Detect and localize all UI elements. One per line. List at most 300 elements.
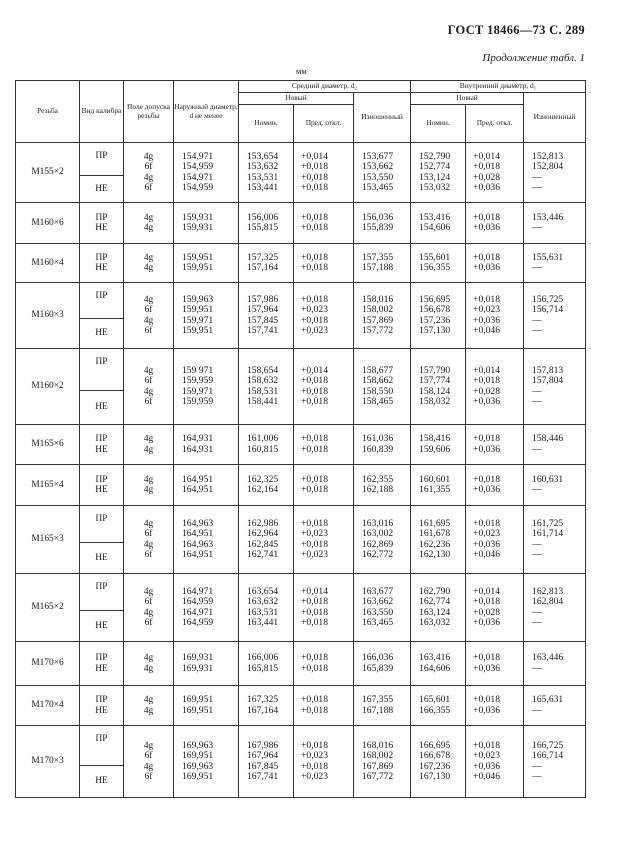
inner-worn-value: — bbox=[532, 616, 542, 628]
mid-worn-value-cell bbox=[354, 349, 411, 425]
outer-diameter-value-cell bbox=[174, 574, 239, 642]
inner-deviation-value: +0,046 bbox=[473, 770, 501, 782]
outer-diameter-value: 154,959 bbox=[182, 181, 214, 193]
mid-worn-value: 158,465 bbox=[362, 395, 394, 407]
inner-worn-value-cell bbox=[524, 244, 586, 283]
mid-deviation-value: +0,018 bbox=[301, 385, 328, 397]
thread-designation: M160×3 bbox=[16, 283, 80, 349]
tolerance-value: 4g bbox=[143, 386, 154, 397]
outer-diameter-value-cell bbox=[174, 686, 239, 726]
mid-nominal-value: 162,325 bbox=[247, 473, 279, 485]
inner-nominal-value: 166,355 bbox=[419, 704, 451, 716]
inner-worn-value-cell bbox=[524, 506, 586, 574]
inner-nominal-value-cell bbox=[411, 642, 466, 686]
inner-worn-value: 161,714 bbox=[532, 528, 564, 540]
tolerance-value: 6f bbox=[144, 617, 153, 628]
mid-worn-value: 162,355 bbox=[362, 473, 394, 485]
mid-nominal-value: 163,441 bbox=[247, 616, 279, 628]
inner-worn-value: — bbox=[532, 314, 542, 326]
inner-worn-header: Изношенный bbox=[524, 93, 586, 143]
outer-diameter-value: 159,963 bbox=[182, 294, 214, 306]
mid-deviation-value: +0,023 bbox=[301, 304, 328, 316]
tolerance-value: 4g bbox=[143, 263, 154, 273]
mid-deviation-value: +0,018 bbox=[301, 606, 328, 618]
tolerance-value: 6f bbox=[144, 305, 153, 316]
mid-deviation-header: Пред. откл. bbox=[294, 105, 354, 143]
mid-deviation-value: +0,018 bbox=[301, 694, 328, 706]
inner-nominal-value-cell bbox=[411, 283, 466, 349]
mid-deviation-value: +0,014 bbox=[301, 365, 328, 377]
inner-deviation-value: +0,036 bbox=[473, 314, 501, 326]
inner-nominal-value: 157,774 bbox=[419, 375, 451, 387]
outer-diameter-value: 169,963 bbox=[182, 740, 214, 752]
tolerance-value-cell bbox=[124, 574, 174, 642]
inner-nominal-value: 162,130 bbox=[419, 548, 451, 560]
tolerance-value: 6f bbox=[144, 771, 153, 782]
inner-worn-value-cell bbox=[524, 203, 586, 244]
inner-nominal-value: 161,695 bbox=[419, 518, 451, 530]
inner-nominal-value: 160,601 bbox=[419, 473, 451, 485]
mid-deviation-value: +0,018 bbox=[301, 596, 328, 608]
inner-nominal-value: 157,236 bbox=[419, 314, 451, 326]
outer-diameter-value: 159,971 bbox=[182, 314, 214, 326]
table-header bbox=[16, 81, 586, 143]
tolerance-value: 4g bbox=[143, 607, 154, 618]
mid-worn-value: 166,036 bbox=[362, 652, 394, 664]
inner-deviation-value: +0,036 bbox=[473, 443, 501, 455]
gauge-type-nogo: НЕ bbox=[80, 319, 124, 349]
inner-nominal-value: 153,416 bbox=[419, 211, 451, 223]
outer-diameter-value: 169,951 bbox=[182, 694, 214, 706]
inner-deviation-value: +0,028 bbox=[473, 606, 501, 618]
inner-nominal-value-cell bbox=[411, 726, 466, 798]
inner-worn-value: — bbox=[532, 181, 542, 193]
gauge-type-nogo: НЕ bbox=[80, 611, 124, 642]
inner-nominal-value: 158,032 bbox=[419, 395, 451, 407]
inner-nominal-value: 157,130 bbox=[419, 324, 451, 336]
gauge-type: ПР bbox=[95, 695, 108, 706]
mid-deviation-value: +0,023 bbox=[301, 324, 328, 336]
mid-deviation-value: +0,018 bbox=[301, 652, 328, 664]
inner-nominal-value: 152,774 bbox=[419, 161, 451, 173]
mid-nominal-value-cell bbox=[239, 574, 294, 642]
inner-worn-value: 160,631 bbox=[532, 473, 564, 485]
mid-deviation-value: +0,018 bbox=[301, 222, 328, 233]
table-row bbox=[16, 506, 586, 543]
inner-worn-value: 162,813 bbox=[532, 586, 564, 598]
inner-deviation-value: +0,018 bbox=[473, 211, 501, 223]
inner-worn-value-cell bbox=[524, 349, 586, 425]
mid-worn-value: 168,016 bbox=[362, 740, 394, 752]
mid-deviation-value-cell bbox=[294, 244, 354, 283]
mid-deviation-value: +0,014 bbox=[301, 586, 328, 598]
thread-gauge-table bbox=[15, 80, 586, 798]
mid-worn-value-cell bbox=[354, 726, 411, 798]
gauge-type: ПР bbox=[95, 252, 108, 263]
col-mid-diameter: Средний диаметр, d₂ bbox=[239, 81, 411, 93]
outer-diameter-value: 164,971 bbox=[182, 606, 214, 618]
mid-worn-value: 163,677 bbox=[362, 586, 394, 598]
outer-diameter-value: 164,959 bbox=[182, 616, 214, 628]
col-gauge-type: Вид калибра bbox=[80, 81, 124, 143]
mid-worn-value: 163,550 bbox=[362, 606, 394, 618]
thread-designation: M165×6 bbox=[16, 425, 80, 465]
table-row bbox=[16, 686, 586, 726]
gauge-type-cell bbox=[80, 203, 124, 244]
inner-deviation-value: +0,014 bbox=[473, 365, 501, 377]
tolerance-value: 4g bbox=[143, 485, 154, 495]
inner-new-header: Новый bbox=[411, 93, 524, 105]
inner-nominal-value: 156,695 bbox=[419, 294, 451, 306]
outer-diameter-value-cell bbox=[174, 143, 239, 203]
thread-designation: M160×2 bbox=[16, 349, 80, 425]
tolerance-value-cell bbox=[124, 244, 174, 283]
outer-diameter-value-cell bbox=[174, 425, 239, 465]
table-row bbox=[16, 574, 586, 611]
outer-diameter-value: 154,971 bbox=[182, 171, 214, 183]
tolerance-value-cell bbox=[124, 283, 174, 349]
mid-worn-value: 163,662 bbox=[362, 596, 394, 608]
col-thread: Резьба bbox=[16, 81, 80, 143]
mid-deviation-value: +0,023 bbox=[301, 770, 328, 782]
mid-deviation-value: +0,018 bbox=[301, 760, 328, 772]
inner-nominal-value-cell bbox=[411, 686, 466, 726]
mid-worn-value: 157,355 bbox=[362, 251, 394, 263]
inner-deviation-value: +0,018 bbox=[473, 596, 501, 608]
outer-diameter-value: 169,931 bbox=[182, 652, 214, 664]
mid-deviation-value: +0,023 bbox=[301, 528, 328, 540]
inner-nominal-value: 154,606 bbox=[419, 222, 451, 233]
inner-worn-value: 166,725 bbox=[532, 740, 564, 752]
mid-deviation-value: +0,018 bbox=[301, 375, 328, 387]
mid-nominal-value: 167,164 bbox=[247, 704, 279, 716]
mid-nominal-value-cell bbox=[239, 686, 294, 726]
inner-worn-value-cell bbox=[524, 686, 586, 726]
thread-designation: M170×3 bbox=[16, 726, 80, 798]
mid-worn-value: 167,869 bbox=[362, 760, 394, 772]
mid-nominal-value: 157,741 bbox=[247, 324, 279, 336]
inner-worn-value: 156,725 bbox=[532, 294, 564, 306]
gauge-type: ПР bbox=[95, 653, 108, 664]
outer-diameter-value: 169,951 bbox=[182, 770, 214, 782]
gauge-type-cell bbox=[80, 686, 124, 726]
mid-worn-value: 155,839 bbox=[362, 222, 394, 233]
inner-deviation-value: +0,018 bbox=[473, 375, 501, 387]
gauge-type-go: ПР bbox=[80, 726, 124, 766]
table-row bbox=[16, 203, 586, 244]
tolerance-value: 6f bbox=[144, 751, 153, 762]
outer-diameter-value: 159,951 bbox=[182, 251, 214, 263]
mid-worn-value: 162,188 bbox=[362, 484, 394, 495]
inner-deviation-value: +0,018 bbox=[473, 652, 501, 664]
mid-nominal-value: 157,164 bbox=[247, 262, 279, 273]
mid-deviation-value: +0,018 bbox=[301, 161, 328, 173]
inner-deviation-value: +0,046 bbox=[473, 548, 501, 560]
inner-worn-value-cell bbox=[524, 143, 586, 203]
mid-worn-value-cell bbox=[354, 574, 411, 642]
inner-deviation-value: +0,018 bbox=[473, 294, 501, 306]
outer-diameter-value: 164,951 bbox=[182, 528, 214, 540]
inner-deviation-value: +0,036 bbox=[473, 662, 501, 674]
mid-worn-value: 158,662 bbox=[362, 375, 394, 387]
inner-nominal-value-cell bbox=[411, 143, 466, 203]
inner-deviation-value: +0,028 bbox=[473, 171, 501, 183]
thread-designation: M155×2 bbox=[16, 143, 80, 203]
outer-diameter-value: 164,951 bbox=[182, 484, 214, 495]
inner-deviation-value: +0,018 bbox=[473, 740, 501, 752]
outer-diameter-value: 159,951 bbox=[182, 304, 214, 316]
gauge-type-nogo: НЕ bbox=[80, 766, 124, 798]
inner-nominal-value-cell bbox=[411, 506, 466, 574]
mid-nominal-value: 156,006 bbox=[247, 211, 279, 223]
inner-worn-value: 162,804 bbox=[532, 596, 564, 608]
mid-worn-value: 160,839 bbox=[362, 443, 394, 455]
inner-worn-value: — bbox=[532, 770, 542, 782]
outer-diameter-value: 164,951 bbox=[182, 473, 214, 485]
tolerance-value: 4g bbox=[143, 705, 154, 716]
inner-deviation-value: +0,018 bbox=[473, 518, 501, 530]
tolerance-value: 4g bbox=[143, 223, 154, 233]
table-row bbox=[16, 349, 586, 391]
mid-worn-value: 162,869 bbox=[362, 538, 394, 550]
mid-worn-value-cell bbox=[354, 642, 411, 686]
inner-nominal-value-cell bbox=[411, 574, 466, 642]
inner-worn-value-cell bbox=[524, 465, 586, 506]
thread-designation: M165×3 bbox=[16, 506, 80, 574]
inner-deviation-value: +0,023 bbox=[473, 304, 501, 316]
inner-worn-value-cell bbox=[524, 642, 586, 686]
mid-worn-value-cell bbox=[354, 465, 411, 506]
table-row bbox=[16, 244, 586, 283]
inner-deviation-value: +0,028 bbox=[473, 385, 501, 397]
mid-worn-value: 157,869 bbox=[362, 314, 394, 326]
gauge-type-cell bbox=[80, 425, 124, 465]
gauge-type-nogo: НЕ bbox=[80, 391, 124, 425]
inner-deviation-value-cell bbox=[466, 574, 524, 642]
inner-nominal-value: 153,032 bbox=[419, 181, 451, 193]
inner-worn-value: — bbox=[532, 704, 542, 716]
inner-deviation-value-cell bbox=[466, 349, 524, 425]
tolerance-value: 6f bbox=[144, 396, 153, 407]
tolerance-value: 4g bbox=[143, 444, 154, 455]
inner-deviation-value-cell bbox=[466, 203, 524, 244]
inner-worn-value: — bbox=[532, 171, 542, 183]
mid-worn-value-cell bbox=[354, 244, 411, 283]
mid-deviation-value-cell bbox=[294, 574, 354, 642]
inner-worn-value-cell bbox=[524, 283, 586, 349]
inner-nominal-value: 156,678 bbox=[419, 304, 451, 316]
gauge-type: НЕ bbox=[95, 663, 108, 674]
mid-worn-value-cell bbox=[354, 203, 411, 244]
tolerance-value: 4g bbox=[143, 172, 154, 183]
outer-diameter-value-cell bbox=[174, 244, 239, 283]
outer-diameter-value: 164,963 bbox=[182, 518, 214, 530]
inner-deviation-value-cell bbox=[466, 283, 524, 349]
mid-deviation-value: +0,018 bbox=[301, 704, 328, 716]
outer-diameter-value: 164,971 bbox=[182, 586, 214, 598]
inner-worn-value: 158,446 bbox=[532, 433, 564, 445]
mid-nominal-value-cell bbox=[239, 726, 294, 798]
inner-nominal-value: 166,695 bbox=[419, 740, 451, 752]
outer-diameter-value: 159,931 bbox=[182, 211, 214, 223]
gauge-type-go: ПР bbox=[80, 574, 124, 611]
table-body bbox=[16, 143, 586, 798]
gauge-type: НЕ bbox=[95, 444, 108, 455]
table-row bbox=[16, 726, 586, 766]
mid-deviation-value: +0,018 bbox=[301, 484, 328, 495]
tolerance-value: 4g bbox=[143, 653, 154, 664]
inner-nominal-value-cell bbox=[411, 244, 466, 283]
inner-nominal-value: 163,032 bbox=[419, 616, 451, 628]
mid-new-header: Новый bbox=[239, 93, 354, 105]
mid-worn-header: Изношенный bbox=[354, 93, 411, 143]
inner-nominal-value: 165,601 bbox=[419, 694, 451, 706]
outer-diameter-value-cell bbox=[174, 349, 239, 425]
mid-nominal-value-cell bbox=[239, 143, 294, 203]
table-row bbox=[16, 283, 586, 319]
tolerance-value: 4g bbox=[143, 741, 154, 752]
tolerance-value: 4g bbox=[143, 695, 154, 706]
inner-worn-value-cell bbox=[524, 726, 586, 798]
inner-deviation-value: +0,018 bbox=[473, 251, 501, 263]
inner-worn-value: — bbox=[532, 222, 542, 233]
gauge-type-go: ПР bbox=[80, 506, 124, 543]
mid-nominal-value: 162,986 bbox=[247, 518, 279, 530]
gauge-type: НЕ bbox=[95, 705, 108, 716]
mid-worn-value: 161,036 bbox=[362, 433, 394, 445]
mid-deviation-value: +0,018 bbox=[301, 616, 328, 628]
inner-worn-value: 156,714 bbox=[532, 304, 564, 316]
inner-deviation-value-cell bbox=[466, 244, 524, 283]
inner-nominal-value: 163,124 bbox=[419, 606, 451, 618]
mid-deviation-value: +0,018 bbox=[301, 294, 328, 306]
inner-deviation-value-cell bbox=[466, 642, 524, 686]
mid-deviation-value-cell bbox=[294, 425, 354, 465]
mid-deviation-value-cell bbox=[294, 465, 354, 506]
thread-designation: M160×4 bbox=[16, 244, 80, 283]
outer-diameter-value: 164,931 bbox=[182, 433, 214, 445]
mid-worn-value: 163,016 bbox=[362, 518, 394, 530]
mid-nominal-value-cell bbox=[239, 506, 294, 574]
outer-diameter-value: 169,951 bbox=[182, 704, 214, 716]
tolerance-value: 4g bbox=[143, 474, 154, 485]
outer-diameter-value: 159,959 bbox=[182, 375, 214, 387]
mid-nominal-value: 167,986 bbox=[247, 740, 279, 752]
mid-deviation-value: +0,018 bbox=[301, 251, 328, 263]
inner-nominal-value: 158,416 bbox=[419, 433, 451, 445]
mid-deviation-value: +0,018 bbox=[301, 262, 328, 273]
inner-worn-value: — bbox=[532, 324, 542, 336]
tolerance-value: 4g bbox=[143, 252, 154, 263]
outer-diameter-value: 154,959 bbox=[182, 161, 214, 173]
outer-diameter-value: 159,971 bbox=[182, 385, 214, 397]
inner-deviation-value-cell bbox=[466, 465, 524, 506]
mid-nominal-value: 166,006 bbox=[247, 652, 279, 664]
table-row bbox=[16, 642, 586, 686]
mid-worn-value: 153,677 bbox=[362, 151, 394, 163]
mid-nominal-value: 157,325 bbox=[247, 251, 279, 263]
inner-deviation-value-cell bbox=[466, 506, 524, 574]
mid-deviation-value-cell bbox=[294, 143, 354, 203]
mid-worn-value: 153,465 bbox=[362, 181, 394, 193]
thread-designation: M170×6 bbox=[16, 642, 80, 686]
inner-nominal-value-cell bbox=[411, 465, 466, 506]
gauge-type: НЕ bbox=[95, 485, 108, 495]
inner-worn-value: — bbox=[532, 262, 542, 273]
tolerance-value: 4g bbox=[143, 366, 154, 377]
outer-diameter-value: 164,951 bbox=[182, 548, 214, 560]
tolerance-value: 4g bbox=[143, 434, 154, 445]
outer-diameter-value-cell bbox=[174, 465, 239, 506]
gauge-type: ПР bbox=[95, 474, 108, 485]
mid-worn-value-cell bbox=[354, 143, 411, 203]
inner-deviation-value: +0,018 bbox=[473, 161, 501, 173]
mid-deviation-value: +0,018 bbox=[301, 538, 328, 550]
table-row bbox=[16, 143, 586, 176]
outer-diameter-value: 169,931 bbox=[182, 662, 214, 674]
tolerance-value-cell bbox=[124, 465, 174, 506]
mid-deviation-value: +0,018 bbox=[301, 518, 328, 530]
inner-nominal-value: 153,124 bbox=[419, 171, 451, 183]
mid-nominal-value: 162,964 bbox=[247, 528, 279, 540]
inner-nominal-value-cell bbox=[411, 349, 466, 425]
outer-diameter-value-cell bbox=[174, 726, 239, 798]
tolerance-value: 4g bbox=[143, 519, 154, 530]
table-continuation-note: Продолжение табл. 1 bbox=[482, 52, 585, 64]
mid-nominal-value: 163,654 bbox=[247, 586, 279, 598]
inner-worn-value-cell bbox=[524, 425, 586, 465]
inner-nominal-value: 162,236 bbox=[419, 538, 451, 550]
mid-nominal-value: 162,741 bbox=[247, 548, 279, 560]
gauge-type-cell bbox=[80, 465, 124, 506]
tolerance-value-cell bbox=[124, 506, 174, 574]
gauge-type: ПР bbox=[95, 212, 108, 223]
mid-worn-value: 165,839 bbox=[362, 662, 394, 674]
mid-nominal-value: 165,815 bbox=[247, 662, 279, 674]
tolerance-value: 6f bbox=[144, 597, 153, 608]
col-inner-diameter: Внутренний диаметр, d₁ bbox=[411, 81, 586, 93]
mid-worn-value: 157,188 bbox=[362, 262, 394, 273]
tolerance-value-cell bbox=[124, 726, 174, 798]
outer-diameter-value: 164,959 bbox=[182, 596, 214, 608]
mid-worn-value: 158,002 bbox=[362, 304, 394, 316]
gauge-type: НЕ bbox=[95, 263, 108, 273]
inner-worn-value: — bbox=[532, 662, 542, 674]
mid-deviation-value-cell bbox=[294, 642, 354, 686]
mid-deviation-value: +0,018 bbox=[301, 443, 328, 455]
outer-diameter-value: 159,959 bbox=[182, 395, 214, 407]
mid-deviation-value: +0,018 bbox=[301, 473, 328, 485]
inner-nominal-value: 157,790 bbox=[419, 365, 451, 377]
inner-deviation-header: Пред. откл. bbox=[466, 105, 524, 143]
mid-deviation-value: +0,018 bbox=[301, 181, 328, 193]
inner-worn-value: 157,804 bbox=[532, 375, 564, 387]
mid-deviation-value: +0,018 bbox=[301, 395, 328, 407]
inner-deviation-value: +0,036 bbox=[473, 262, 501, 273]
inner-deviation-value: +0,014 bbox=[473, 151, 501, 163]
inner-worn-value: 152,813 bbox=[532, 151, 564, 163]
inner-deviation-value: +0,036 bbox=[473, 181, 501, 193]
outer-diameter-value: 159,931 bbox=[182, 222, 214, 233]
inner-worn-value: 163,446 bbox=[532, 652, 564, 664]
mid-worn-value: 156,036 bbox=[362, 211, 394, 223]
inner-worn-value: 157,813 bbox=[532, 365, 564, 377]
inner-nominal-value: 166,678 bbox=[419, 750, 451, 762]
tolerance-value: 4g bbox=[143, 315, 154, 326]
inner-nominal-value-cell bbox=[411, 425, 466, 465]
outer-diameter-value-cell bbox=[174, 642, 239, 686]
mid-deviation-value: +0,018 bbox=[301, 740, 328, 752]
